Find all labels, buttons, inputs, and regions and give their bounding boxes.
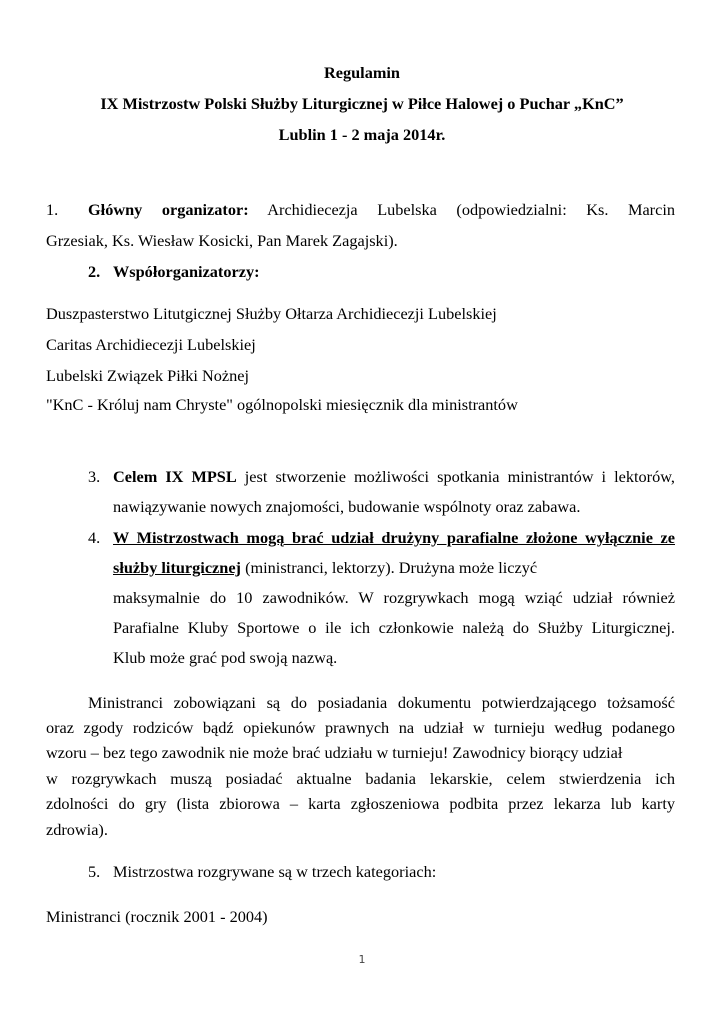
page-number: 1 bbox=[358, 953, 366, 966]
section-1-text: Archidiecezja Lubelska (odpowiedzialni: Ks. Marcin bbox=[267, 200, 675, 219]
paragraph-line: Ministranci zobowiązani są do posiadania dokumentu potwierdzającego tożsamość bbox=[88, 693, 675, 712]
co-organizer-item: Duszpasterstwo Litutgicznej Służby Ołtarza Archidiecezji Lubelskiej bbox=[46, 304, 497, 323]
section-1-line-1 bbox=[88, 200, 675, 220]
section-3-text: jest stworzenie możliwości spotkania ministrantów i lektorów, bbox=[244, 467, 675, 486]
section-1-label: Główny organizator: bbox=[88, 200, 249, 219]
section-2-number: 2. bbox=[88, 262, 101, 281]
category-item: Ministranci (rocznik 2001 - 2004) bbox=[46, 907, 268, 926]
paragraph-line: oraz zgody rodziców bądź opiekunów prawnych na udział w turnieju według podanego bbox=[46, 718, 675, 737]
co-organizer-item: Lubelski Związek Piłki Nożnej bbox=[46, 366, 250, 385]
section-1-number: 1. bbox=[46, 200, 59, 219]
paragraph-line: zdrowia). bbox=[46, 820, 108, 839]
section-3-line-2: nawiązywanie nowych znajomości, budowanie wspólnoty oraz zabawa. bbox=[113, 497, 581, 516]
paragraph-line: wzoru – bez tego zawodnik nie może brać udziału w turnieju! Zawodnicy biorący udział bbox=[46, 743, 623, 762]
section-3-line-1 bbox=[113, 467, 675, 487]
section-4-line-1: W Mistrzostwach mogą brać udział drużyny parafialne złożone wyłącznie ze bbox=[113, 528, 675, 547]
section-3-number: 3. bbox=[88, 467, 101, 486]
section-5-number: 5. bbox=[88, 862, 101, 881]
paragraph-line: zdolności do gry (lista zbiorowa – karta zgłoszeniowa podbita przez lekarza lub karty bbox=[46, 794, 675, 813]
section-1-line-2: Grzesiak, Ks. Wiesław Kosicki, Pan Marek Zagajski). bbox=[46, 231, 398, 250]
section-3-label: Celem IX MPSL bbox=[113, 467, 237, 486]
document-dates: Lublin 1 - 2 maja 2014r. bbox=[278, 125, 446, 144]
co-organizer-item: Caritas Archidiecezji Lubelskiej bbox=[46, 335, 256, 354]
section-4-line-2-bold: służby liturgicznej bbox=[113, 558, 241, 577]
section-4-number: 4. bbox=[88, 528, 101, 547]
section-4-line-4: Parafialne Kluby Sportowe o ile ich członkowie należą do Służby Liturgicznej. bbox=[113, 618, 675, 637]
co-organizer-item: "KnC - Króluj nam Chryste" ogólnopolski miesięcznik dla ministrantów bbox=[46, 395, 518, 414]
section-4-line-2 bbox=[113, 558, 537, 578]
paragraph-line: w rozgrywkach muszą posiadać aktualne badania lekarskie, celem stwierdzenia ich bbox=[46, 769, 675, 788]
section-2-label: Współorganizatorzy: bbox=[113, 262, 260, 281]
section-5-text: Mistrzostwa rozgrywane są w trzech kategoriach: bbox=[113, 862, 437, 881]
document-title: Regulamin bbox=[324, 63, 400, 82]
section-4-line-3: maksymalnie do 10 zawodników. W rozgrywkach mogą wziąć udział również bbox=[113, 588, 675, 607]
section-4-line-5: Klub może grać pod swoją nazwą. bbox=[113, 648, 338, 667]
section-4-line-2-text: (ministranci, lektorzy). Drużyna może liczyć bbox=[245, 558, 538, 577]
document-subtitle: IX Mistrzostw Polski Służby Liturgicznej w Piłce Halowej o Puchar „KnC” bbox=[100, 94, 624, 113]
